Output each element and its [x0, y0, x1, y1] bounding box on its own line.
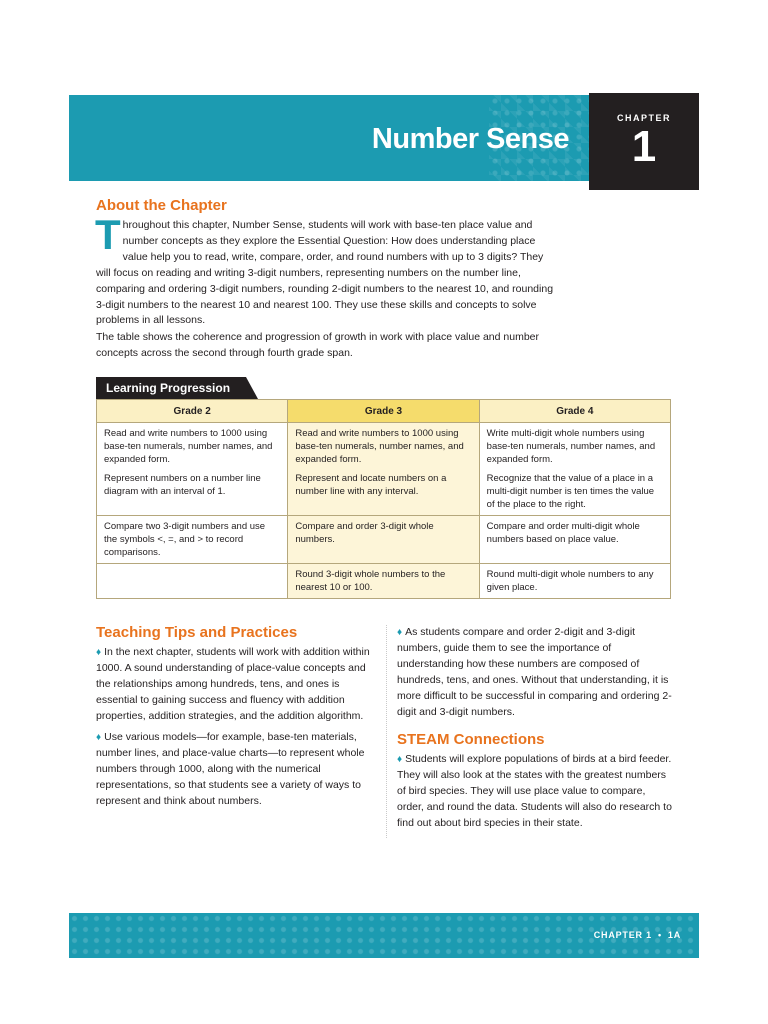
table-cell: [288, 516, 479, 564]
list-item: [96, 730, 371, 810]
cell-text: Compare and order 3-digit whole numbers.: [295, 521, 434, 545]
table-cell: [479, 516, 670, 564]
chapter-tab: [589, 93, 699, 190]
steam-text: Students will explore populations of birds at a bird feeder. They will also look at the states with the greatest numbers of bird species. They will use place value to compare, order, and round the data. Students will also do research to find out about bird species in their state.: [397, 753, 672, 829]
footer-label: [594, 930, 681, 940]
chapter-number: 1: [631, 122, 657, 171]
steam-heading: STEAM Connections: [397, 731, 545, 749]
dropcap: T: [95, 211, 121, 258]
table-cell: [288, 564, 479, 599]
table-row: [97, 564, 671, 599]
table-header-row: [97, 400, 671, 423]
table-cell: [97, 423, 288, 516]
learning-progression-title: Learning Progression: [96, 377, 246, 399]
col-header-grade2: Grade 2: [97, 400, 288, 423]
cell-text: Round multi-digit whole numbers to any given place.: [486, 569, 654, 593]
list-item: [397, 752, 672, 832]
cell-text: Read and write numbers to 1000 using base-ten numerals, number names, and expanded form.: [295, 428, 464, 465]
cell-text: Represent and locate numbers on a number line with any interval.: [295, 473, 447, 497]
diamond-icon: ♦: [397, 627, 403, 638]
cell-text: Compare two 3-digit numbers and use the symbols <, =, and > to record comparisons.: [104, 521, 266, 558]
cell-text: Round 3-digit whole numbers to the nearest 10 or 100.: [295, 569, 446, 593]
teaching-tips-column: [96, 625, 371, 816]
col-header-grade4: Grade 4: [479, 400, 670, 423]
cell-text: Write multi-digit whole numbers using base-ten numerals, number names, and expanded form.: [486, 428, 656, 465]
page-number: 1A: [667, 930, 681, 940]
tip-text: As students compare and order 2-digit and 3-digit numbers, guide them to see the importance of understanding how these numbers are composed of hundreds, tens, and ones. Without that understanding, it is more difficult to be successful in comparing and ordering 2-digit and 3-digit numbers.: [397, 626, 672, 718]
footer-bullet: •: [657, 930, 662, 940]
cell-text: Represent numbers on a number line diagram with an interval of 1.: [104, 473, 261, 497]
list-item: [397, 625, 672, 720]
diamond-icon: ♦: [397, 754, 403, 766]
table-cell: [479, 423, 670, 516]
cell-text: Recognize that the value of a place in a multi-digit number is ten times the value of the place to the right.: [486, 473, 655, 510]
table-cell: [97, 564, 288, 599]
about-heading: About the Chapter: [96, 197, 227, 214]
list-item: [96, 645, 371, 725]
diamond-icon: ♦: [96, 732, 102, 744]
table-intro: The table shows the coherence and progression of growth in work with place value and number concepts across the second through fourth grade span.: [96, 331, 540, 359]
footer-chapter: CHAPTER 1: [593, 930, 652, 940]
cell-text: Compare and order multi-digit whole numbers based on place value.: [486, 521, 640, 545]
tip-text: Use various models—for example, base-ten materials, number lines, and place-value charts—to represent whole numbers through 1000, along with the numerical representations, so that students see a variety of ways to represent and think about numbers.: [96, 731, 365, 808]
chapter-banner: [69, 95, 699, 181]
cell-text: Read and write numbers to 1000 using base-ten numerals, number names, and expanded form.: [104, 428, 273, 465]
table-cell: [479, 564, 670, 599]
diamond-icon: ♦: [96, 646, 102, 658]
about-text-1: hroughout this chapter, Number Sense, students will work with base-ten place value and number concepts as they explore the Essential Question: How does understanding place value help you to read, write, compare, order, and round numbers with up to 3 digits? They will focus on reading and writing 3-digit numbers, representing numbers on the number line, comparing and ordering 3-digit numbers, rounding 2-digit numbers to the nearest 10, and rounding 3-digit numbers to the nearest 10 and nearest 100. They use these skills and concepts to solve problems in all lessons.: [96, 219, 554, 327]
teaching-tips-heading: Teaching Tips and Practices: [96, 624, 298, 641]
learning-progression-table: [96, 399, 671, 599]
table-cell: [97, 516, 288, 564]
right-column: [386, 625, 672, 838]
about-paragraph: [95, 211, 556, 329]
page-title: Number Sense: [371, 123, 569, 155]
tip-text: In the next chapter, students will work with addition within 1000. A sound understanding of place-value concepts and the relationships among hundreds, tens, and ones is essential to gaining success and fluency with addition properties, addition strategies, and the addition algorithm.: [96, 645, 370, 722]
table-cell: [288, 423, 479, 516]
table-row: [97, 423, 671, 516]
chapter-label: CHAPTER: [616, 113, 671, 123]
table-row: [97, 516, 671, 564]
col-header-grade3: Grade 3: [288, 400, 479, 423]
page-footer: [69, 913, 699, 958]
